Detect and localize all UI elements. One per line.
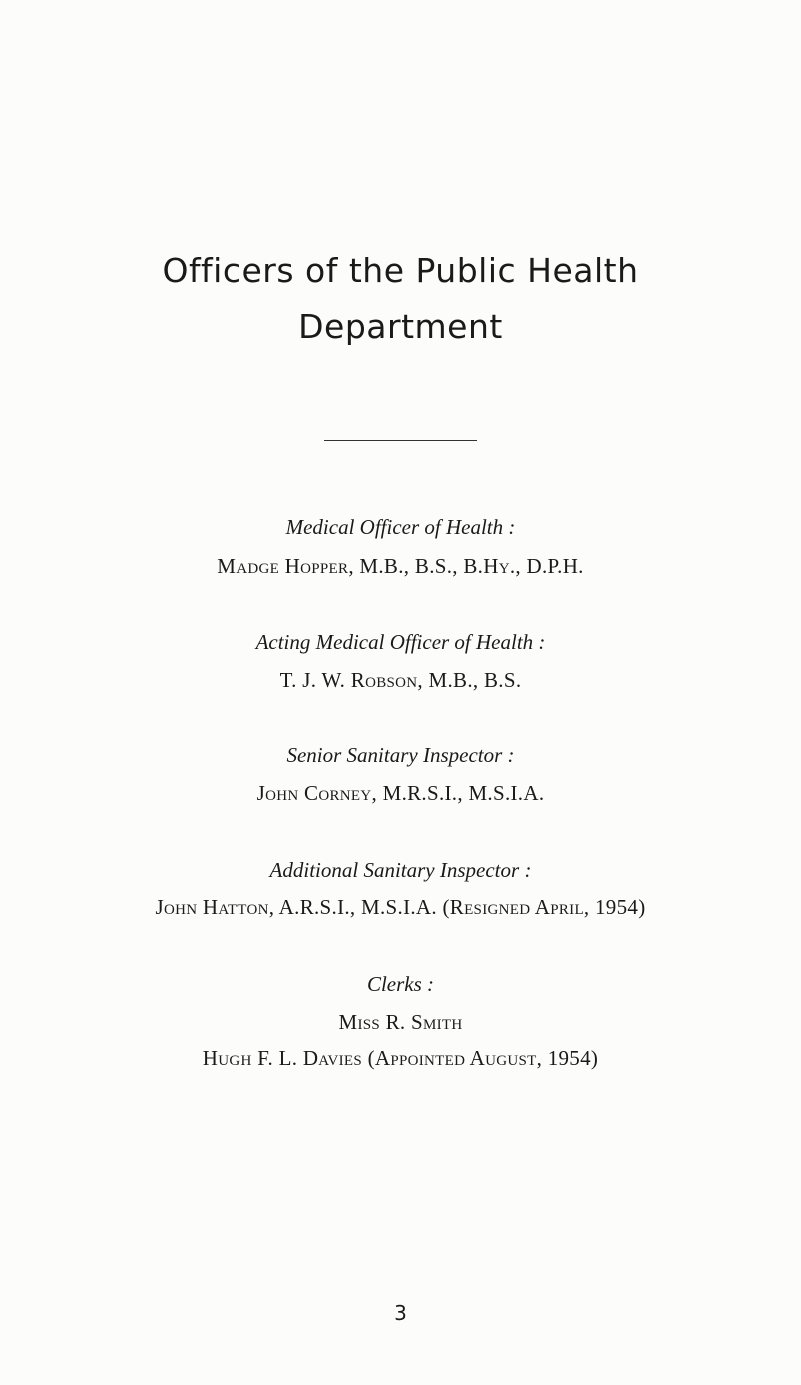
role-medical-officer: Medical Officer of Health : xyxy=(285,515,516,539)
page-number: 3 xyxy=(394,1301,407,1325)
name-medical-officer: Madge Hopper, M.B., B.S., B.Hy., D.P.H. xyxy=(217,554,584,578)
name-clerk-2: Hugh F. L. Davies (Appointed August, 1954) xyxy=(202,1046,599,1070)
name-senior-sanitary-inspector: John Corney, M.R.S.I., M.S.I.A. xyxy=(256,781,545,805)
name-clerk-1: Miss R. Smith xyxy=(338,1010,463,1034)
page-title-line-1: Officers of the Public Health xyxy=(162,251,639,290)
page-title-line-2: Department xyxy=(298,307,503,346)
name-additional-sanitary-inspector: John Hatton, A.R.S.I., M.S.I.A. (Resigned April, 1954) xyxy=(155,895,646,919)
role-senior-sanitary-inspector: Senior Sanitary Inspector : xyxy=(286,743,515,767)
role-additional-sanitary-inspector: Additional Sanitary Inspector : xyxy=(269,858,532,882)
role-acting-medical-officer: Acting Medical Officer of Health : xyxy=(255,630,546,654)
name-acting-medical-officer: T. J. W. Robson, M.B., B.S. xyxy=(279,668,522,692)
role-clerks: Clerks : xyxy=(366,972,435,996)
title-divider xyxy=(324,440,477,441)
